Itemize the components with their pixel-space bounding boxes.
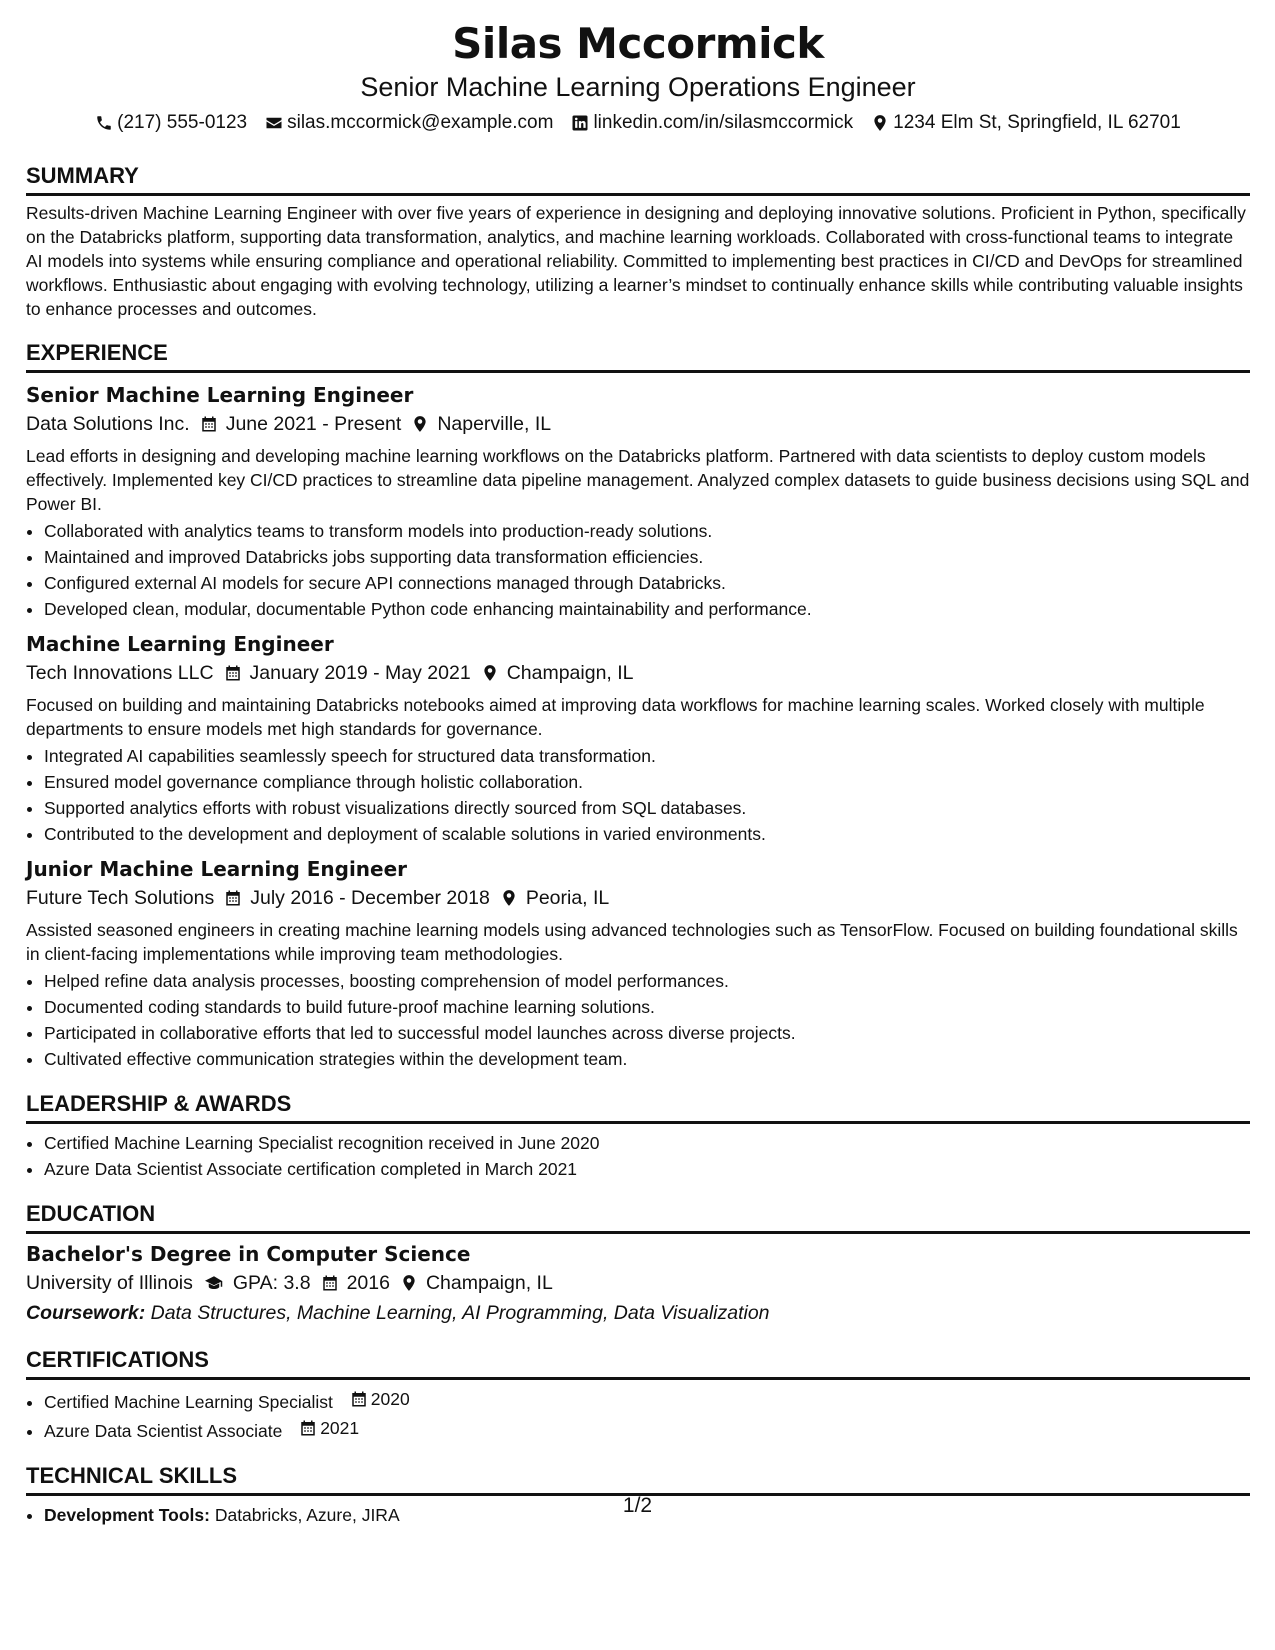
job-bullets <box>26 743 1250 847</box>
experience-section <box>26 339 1250 1072</box>
contact-bar <box>26 110 1250 136</box>
summary-text: Results-driven Machine Learning Engineer with over five years of experience in designing and deploying innovative solutions. Proficient in Python, specifically on the Databricks platform, supporting data transformation, analytics, and machine learning workloads. Collaborated with cross-functional teams to integrate AI models into systems while ensuring compliance and operational reliability. Committed to implementing best practices in CI/CD and DevOps for streamlined workflows. Enthusiastic about engaging with evolving technology, utilizing a learner’s mindset to continually enhance skills while contributing valuable insights to enhance processes and outcomes. <box>26 203 1246 319</box>
summary-heading: SUMMARY <box>26 162 1250 196</box>
job-dates-text: January 2019 - May 2021 <box>249 662 471 684</box>
list-item: • Collaborated with analytics teams to transform models into production-ready solutions. <box>44 518 1250 544</box>
gpa <box>203 1268 311 1298</box>
job-bullets <box>26 968 1250 1072</box>
linkedin-text: linkedin.com/in/silasmccormick <box>593 112 854 133</box>
cert-year: 2020 <box>370 1389 410 1409</box>
contact-email[interactable] <box>265 110 553 136</box>
coursework <box>26 1298 1250 1328</box>
graduation-year <box>321 1268 390 1298</box>
job-meta <box>26 883 1250 913</box>
map-pin-icon <box>400 1274 418 1292</box>
education-section <box>26 1200 1250 1328</box>
list-item: • Contributed to the development and deployment of scalable solutions in varied environments. <box>44 821 1250 847</box>
calendar-icon <box>224 664 242 682</box>
degree-title: Bachelor's Degree in Computer Science <box>26 1242 471 1266</box>
contact-linkedin[interactable] <box>571 110 853 136</box>
list-item: • Ensured model governance compliance through holistic collaboration. <box>44 769 1250 795</box>
school-location-text: Champaign, IL <box>425 1272 553 1294</box>
phone-icon <box>95 114 113 132</box>
cert-year: 2021 <box>320 1418 360 1438</box>
job-dates-text: June 2021 - Present <box>225 413 402 435</box>
job-dates <box>200 409 402 439</box>
graduation-year-text: 2016 <box>346 1272 390 1294</box>
job-location <box>500 883 609 913</box>
job-title: Machine Learning Engineer <box>26 632 334 656</box>
education-heading: EDUCATION <box>26 1200 1250 1234</box>
map-pin-icon <box>411 415 429 433</box>
resume-page <box>26 18 1250 1528</box>
job-location-text: Champaign, IL <box>506 662 634 684</box>
leadership-section <box>26 1090 1250 1182</box>
map-pin-icon <box>481 664 499 682</box>
job-location <box>411 409 551 439</box>
map-pin-icon <box>500 889 518 907</box>
leadership-heading: LEADERSHIP & AWARDS <box>26 1090 1250 1124</box>
list-item: • Developed clean, modular, documentable Python code enhancing maintainability and performance. <box>44 596 1250 622</box>
skill-label: Development Tools: <box>44 1505 210 1525</box>
job-location-text: Naperville, IL <box>437 413 552 435</box>
contact-phone[interactable] <box>95 110 247 136</box>
job-title: Senior Machine Learning Engineer <box>26 383 414 407</box>
certifications-heading: CERTIFICATIONS <box>26 1346 1250 1380</box>
job-company: Tech Innovations LLC <box>26 662 214 684</box>
job-dates <box>224 883 490 913</box>
job-description: Assisted seasoned engineers in creating machine learning models using advanced technologies such as TensorFlow. Focused on building foundational skills in client-facing implementations while improving team methodologies. <box>26 920 1238 964</box>
list-item: • Helped refine data analysis processes, boosting comprehension of model performances. <box>44 968 1250 994</box>
list-item: • Certified Machine Learning Specialist recognition received in June 2020 <box>44 1130 1250 1156</box>
graduation-cap-icon <box>203 1274 225 1292</box>
job-location-text: Peoria, IL <box>525 887 610 909</box>
list-item: • Configured external AI models for secure API connections managed through Databricks. <box>44 570 1250 596</box>
calendar-icon <box>299 1419 317 1437</box>
page-number: 1/2 <box>622 1494 653 1517</box>
job-location <box>481 658 634 688</box>
list-item: • Integrated AI capabilities seamlessly speech for structured data transformation. <box>44 743 1250 769</box>
cert-date <box>299 1415 359 1441</box>
list-item: • Maintained and improved Databricks jobs supporting data transformation efficiencies. <box>44 544 1250 570</box>
list-item: • Documented coding standards to build future-proof machine learning solutions. <box>44 994 1250 1020</box>
contact-address <box>871 110 1181 136</box>
list-item: • Azure Data Scientist Associate certification completed in March 2021 <box>44 1156 1250 1182</box>
calendar-icon <box>224 889 242 907</box>
candidate-name: Silas Mccormick <box>452 19 824 68</box>
gpa-text: GPA: 3.8 <box>232 1272 311 1294</box>
job-entry <box>26 855 1250 1072</box>
summary-section <box>26 162 1250 321</box>
job-dates <box>224 658 471 688</box>
address-text: 1234 Elm St, Springfield, IL 62701 <box>893 112 1181 133</box>
certifications-list <box>26 1386 1250 1444</box>
list-item: • Participated in collaborative efforts that led to successful model launches across diverse projects. <box>44 1020 1250 1046</box>
cert-date <box>350 1386 410 1412</box>
education-meta <box>26 1268 1250 1298</box>
email-text: silas.mccormick@example.com <box>287 112 554 133</box>
coursework-text: Data Structures, Machine Learning, AI Programming, Data Visualization <box>150 1302 770 1324</box>
calendar-icon <box>321 1274 339 1292</box>
job-bullets <box>26 518 1250 622</box>
list-item <box>44 1386 1250 1415</box>
school-name: University of Illinois <box>26 1272 193 1294</box>
job-company: Future Tech Solutions <box>26 887 215 909</box>
list-item <box>44 1415 1250 1444</box>
school-location <box>400 1268 553 1298</box>
experience-heading: EXPERIENCE <box>26 339 1250 373</box>
skill-value: Databricks, Azure, JIRA <box>214 1505 400 1525</box>
envelope-icon <box>265 114 283 132</box>
leadership-list <box>26 1130 1250 1182</box>
cert-name: Azure Data Scientist Associate <box>44 1421 283 1441</box>
coursework-label: Coursework: <box>26 1302 146 1324</box>
job-title: Junior Machine Learning Engineer <box>26 857 408 881</box>
calendar-icon <box>200 415 218 433</box>
job-description: Lead efforts in designing and developing machine learning workflows on the Databricks platform. Partnered with data scientists to deploy custom models effectively. Implemented key CI/CD practices to streamline data pipeline management. Analyzed complex datasets to guide business decisions using SQL and Power BI. <box>26 446 1250 514</box>
skills-heading: TECHNICAL SKILLS <box>26 1462 1250 1496</box>
job-dates-text: July 2016 - December 2018 <box>250 887 490 909</box>
calendar-icon <box>350 1390 368 1408</box>
list-item: • Supported analytics efforts with robust visualizations directly sourced from SQL databases. <box>44 795 1250 821</box>
job-meta <box>26 409 1250 439</box>
cert-name: Certified Machine Learning Specialist <box>44 1392 333 1412</box>
job-company: Data Solutions Inc. <box>26 413 190 435</box>
certifications-section <box>26 1346 1250 1444</box>
candidate-title: Senior Machine Learning Operations Engineer <box>360 72 916 102</box>
job-description: Focused on building and maintaining Databricks notebooks aimed at improving data workflows for machine learning scales. Worked closely with multiple departments to ensure models met high standards for governance. <box>26 695 1205 739</box>
phone-text: (217) 555-0123 <box>117 112 248 133</box>
job-entry <box>26 630 1250 847</box>
list-item: • Cultivated effective communication strategies within the development team. <box>44 1046 1250 1072</box>
map-pin-icon <box>871 114 889 132</box>
linkedin-icon <box>571 114 589 132</box>
job-meta <box>26 658 1250 688</box>
job-entry <box>26 381 1250 622</box>
